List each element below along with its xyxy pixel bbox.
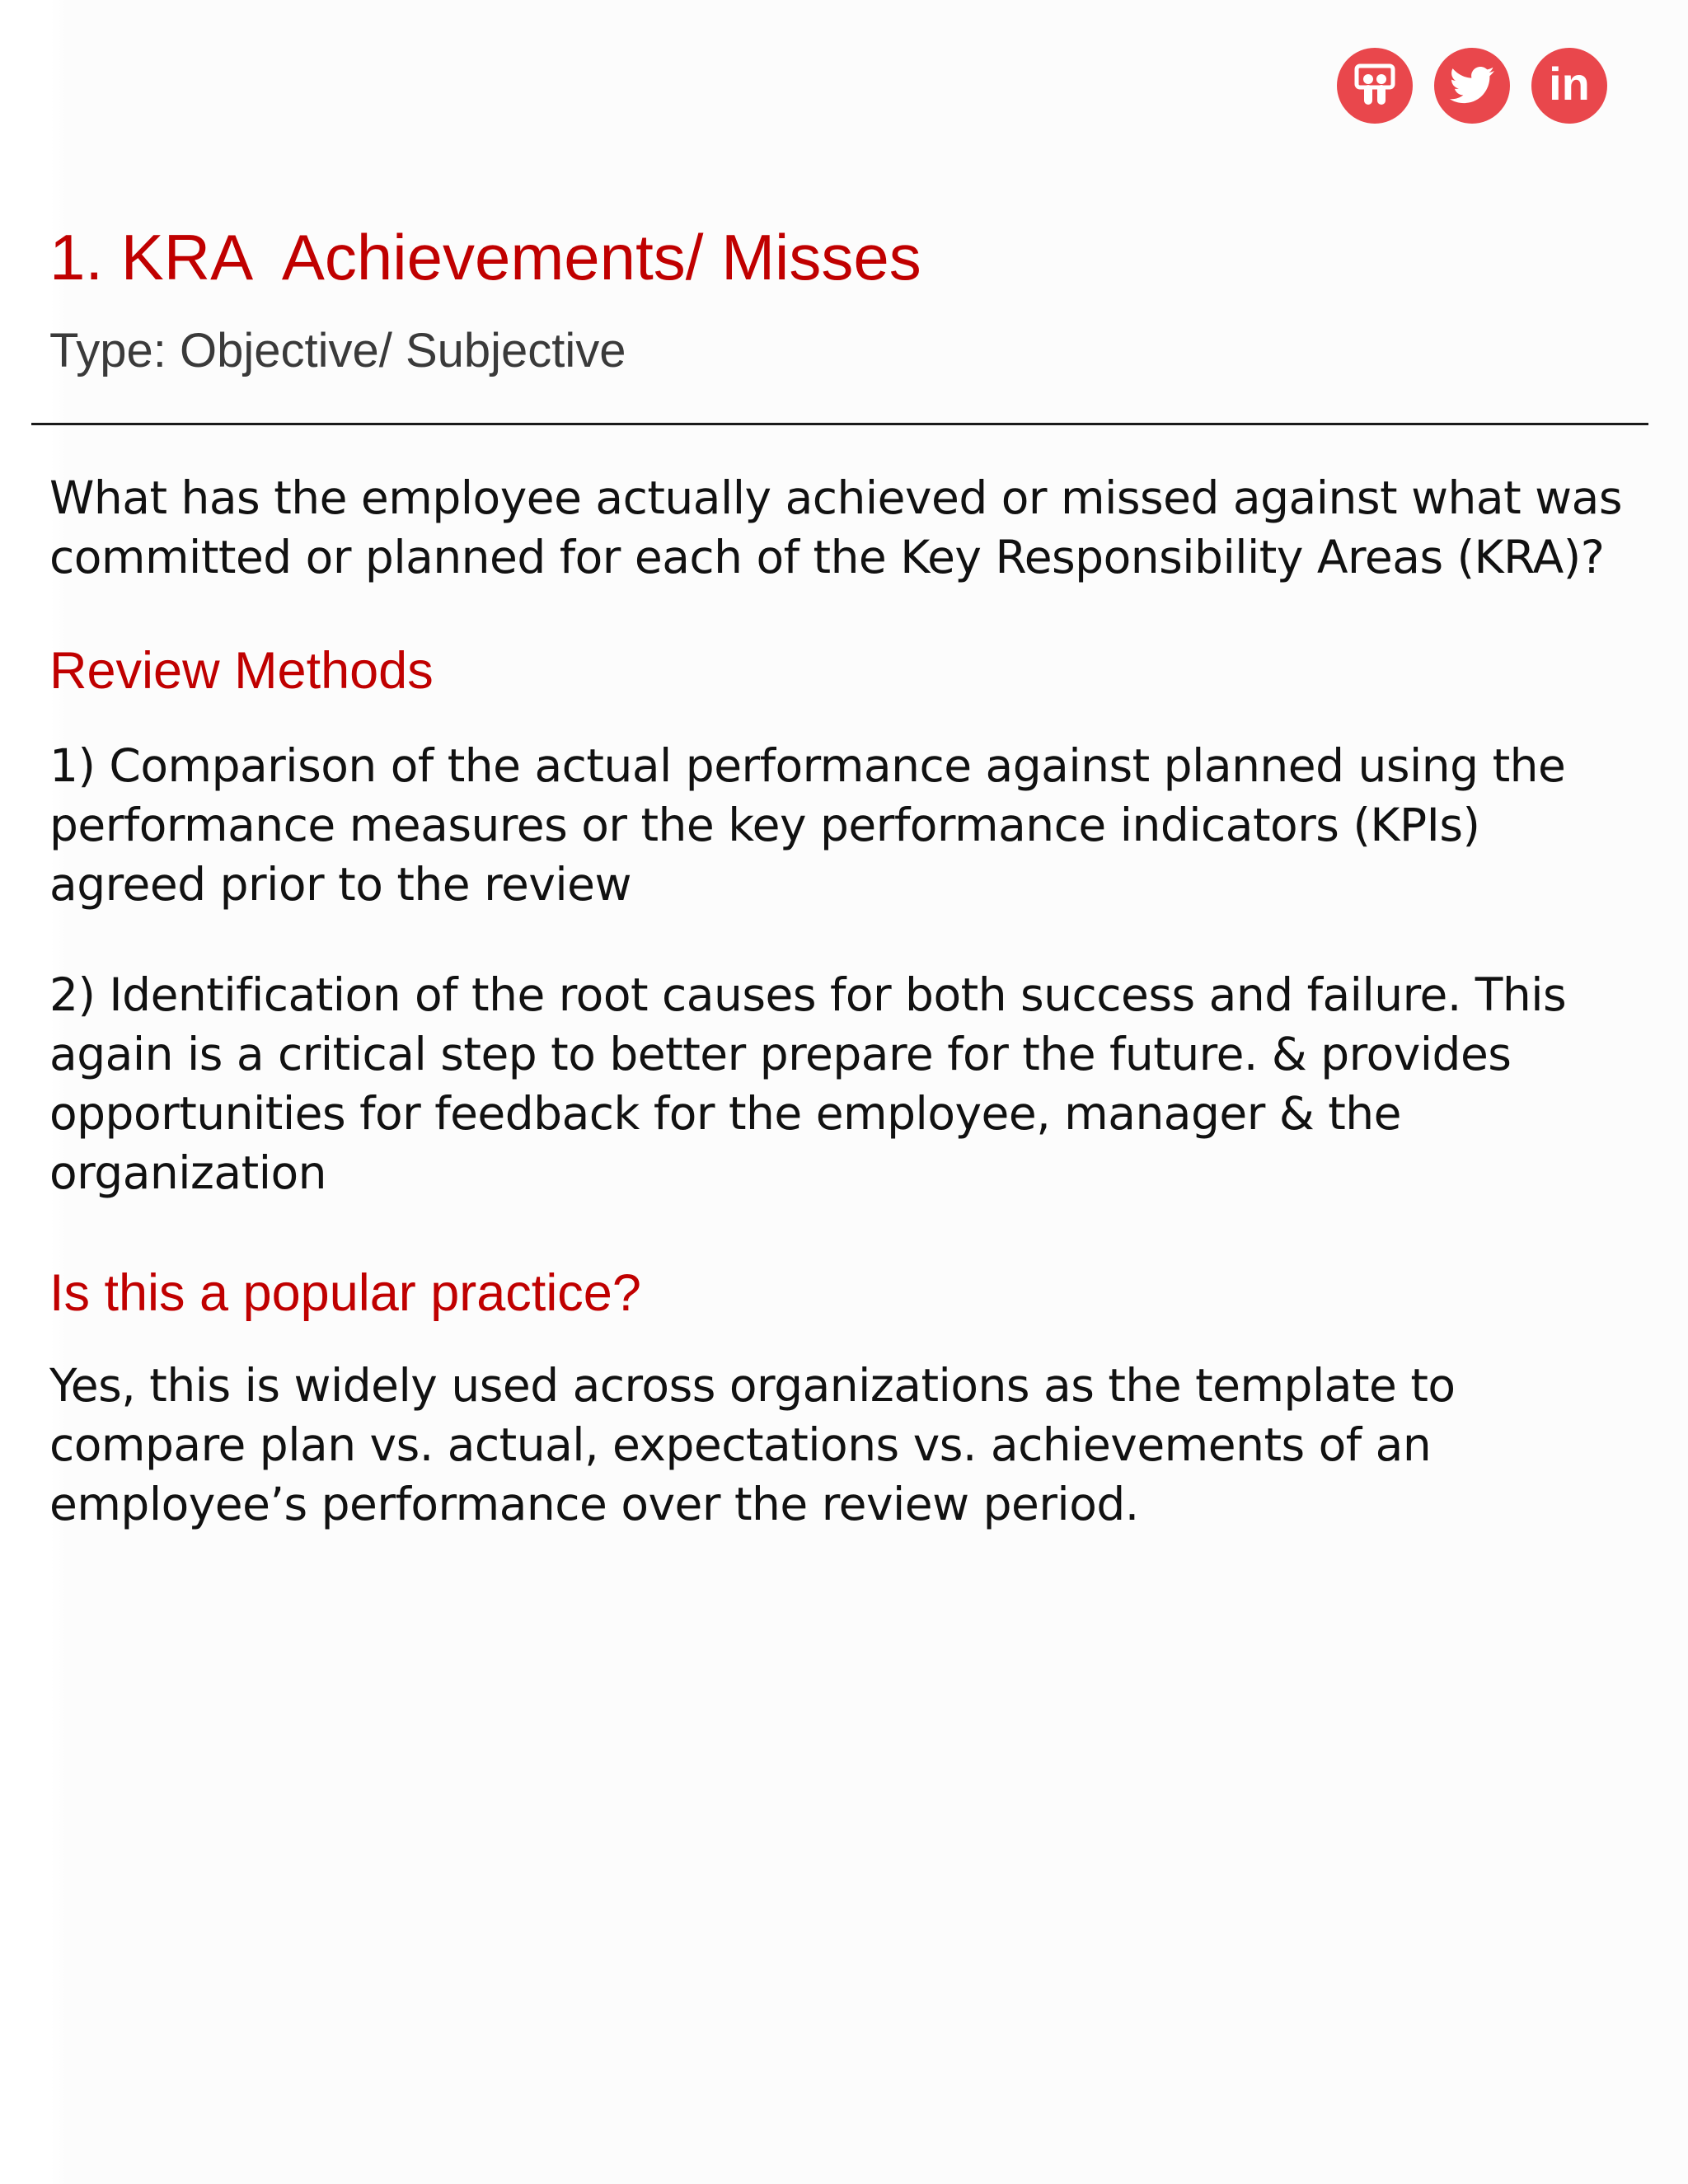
popular-practice-heading: Is this a popular practice?	[49, 1264, 641, 1323]
twitter-button[interactable]	[1434, 48, 1510, 124]
review-method-item: 2) Identification of the root causes for both success and failure. This again is a critical step to better prepare for the future. & provides opportunities for feedback for the employee, manager & the organization	[49, 968, 1567, 1200]
linkedin-button[interactable]	[1531, 48, 1607, 124]
popular-practice-answer: Yes, this is widely used across organizations as the template to compare plan vs. actual, expectations vs. achievements of an employee’s performance over the review period.	[49, 1358, 1456, 1530]
linkedin-icon: in	[1549, 58, 1590, 110]
page-title: 1. KRA Achievements/ Misses	[49, 221, 921, 293]
slideshare-button[interactable]	[1337, 48, 1413, 124]
intro-question: What has the employee actually achieved or missed against what was committed or planned for each of the Key Responsibility Areas (KRA)?	[49, 471, 1623, 583]
main-content	[49, 468, 1640, 1534]
slideshare-icon	[1354, 63, 1395, 108]
twitter-icon	[1448, 66, 1496, 105]
header-divider	[31, 423, 1648, 425]
type-subtitle: Type: Objective/ Subjective	[49, 324, 626, 377]
review-methods-heading: Review Methods	[49, 642, 434, 700]
social-share-bar	[1337, 48, 1607, 124]
review-method-item: 1) Comparison of the actual performance against planned using the performance measures or the key performance indicators (KPIs) agreed prior to the review	[49, 739, 1566, 912]
